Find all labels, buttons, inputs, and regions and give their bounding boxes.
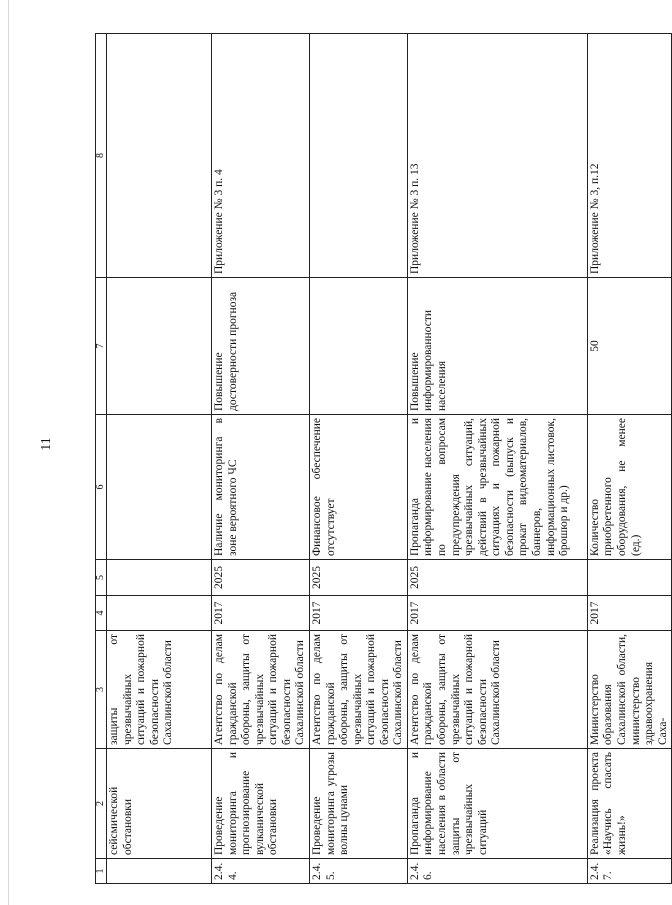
- row-number: 2.4.5.: [309, 859, 407, 884]
- header-row: [96, 34, 107, 884]
- measure-name: Реализация проекта «Научись спасать жизнь!»: [587, 749, 671, 859]
- expected-result: [309, 278, 407, 415]
- start-year: 2017: [587, 596, 671, 631]
- start-year: 2017: [212, 596, 310, 631]
- executor: Агентство по делам гражданской обороны, защиты от чрезвычайных ситуаций и пожарной безопасности Сахалинской области: [309, 631, 407, 749]
- executor: Министерство образования Сахалинской области, министерство здравоохранения Саха-: [587, 631, 671, 749]
- table-row: [587, 34, 671, 884]
- reference: Приложение № 3 п. 4: [212, 34, 310, 278]
- header-cell: 3: [96, 631, 107, 749]
- reference: Приложение № 3 п. 13: [407, 34, 587, 278]
- row-number: 2.4.4.: [212, 859, 310, 884]
- header-cell: 6: [96, 415, 107, 560]
- header-cell: 4: [96, 596, 107, 631]
- reference: Приложение № 3, п.12: [587, 34, 671, 278]
- scan-edge-line: [8, 0, 9, 905]
- table-row: [212, 34, 310, 884]
- table-row: [309, 34, 407, 884]
- executor: Агентство по делам гражданской обороны, защиты от чрезвычайных ситуаций и пожарной безопасности Сахалинской области: [212, 631, 310, 749]
- row-number: 2.4.7.: [587, 859, 671, 884]
- indicator: Финансовое обеспечение отсутствует: [309, 415, 407, 560]
- header-cell: 8: [96, 34, 107, 278]
- expected-result: [107, 278, 212, 415]
- header-cell: 5: [96, 560, 107, 596]
- reference: [107, 34, 212, 278]
- header-cell: 1: [96, 859, 107, 884]
- executor: защиты от чрезвычайных ситуаций и пожарной безопасности Сахалинской области: [107, 631, 212, 749]
- measure-name: Проведение мониторинга угрозы волны цунами: [309, 749, 407, 859]
- page-number: 11: [39, 437, 54, 451]
- start-year: 2017: [407, 596, 587, 631]
- reference: [309, 34, 407, 278]
- table-row: [407, 34, 587, 884]
- end-year: 2025: [407, 560, 587, 596]
- indicator: Пропаганда и информирование населения по вопросам предупреждения чрезвычайных ситуаций, действий в чрезвычайных ситуациях и пожарной безопасности (выпуск и прокат видеоматериалов, баннеров, информационных листовок, брошюр и др.): [407, 415, 587, 560]
- end-year: 2025: [309, 560, 407, 596]
- indicator: Количество приобретенного оборудования, не менее (ед.): [587, 415, 671, 560]
- table-row: [107, 34, 212, 884]
- row-number: 2.4.6.: [407, 859, 587, 884]
- start-year: [107, 596, 212, 631]
- measures-table: [95, 33, 672, 884]
- measure-name: Пропаганда и информирование населения в области защиты от чрезвычайных ситуаций: [407, 749, 587, 859]
- expected-result: Повышение достоверности прогноза: [212, 278, 310, 415]
- start-year: 2017: [309, 596, 407, 631]
- expected-result: Повышение информированности населения: [407, 278, 587, 415]
- indicator: Наличие мониторинга в зоне вероятного ЧС: [212, 415, 310, 560]
- row-number: [107, 859, 212, 884]
- end-year: [587, 560, 671, 596]
- end-year: 2025: [212, 560, 310, 596]
- measure-name: сейсмической обстановки: [107, 749, 212, 859]
- expected-result: 50: [587, 278, 671, 415]
- rotated-table-container: [95, 34, 669, 884]
- header-cell: 2: [96, 749, 107, 859]
- indicator: [107, 415, 212, 560]
- end-year: [107, 560, 212, 596]
- executor: Агентство по делам гражданской обороны, защиты от чрезвычайных ситуаций и пожарной безопасности Сахалинской области: [407, 631, 587, 749]
- header-cell: 7: [96, 278, 107, 415]
- measure-name: Проведение мониторинга и прогнозирование вулканической обстановки: [212, 749, 310, 859]
